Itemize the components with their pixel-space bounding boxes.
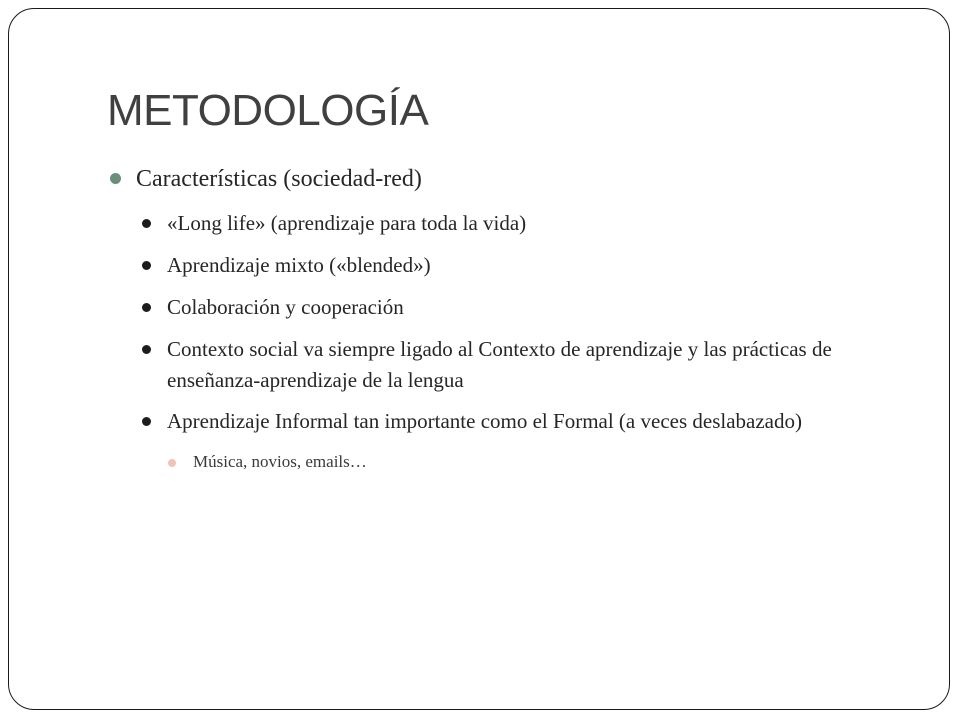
bullet-text: Colaboración y cooperación	[167, 295, 404, 319]
bullet-dot-icon	[110, 173, 121, 184]
bullet-item-level1	[110, 160, 910, 198]
bullet-text: Características (sociedad-red)	[136, 166, 422, 192]
bullet-item-level3	[110, 449, 910, 475]
bullet-item-level2	[110, 292, 910, 323]
bullet-text: Contexto social va siempre ligado al Contexto de aprendizaje y las prácticas de enseñanza-aprendizaje de la lengua	[167, 337, 832, 392]
bullet-text: Aprendizaje mixto («blended»)	[167, 253, 431, 277]
bullet-text: Aprendizaje Informal tan importante como el Formal (a veces deslabazado)	[167, 409, 802, 433]
bullet-item-level2	[110, 208, 910, 239]
bullet-text: «Long life» (aprendizaje para toda la vida)	[167, 211, 527, 235]
bullet-dot-icon	[142, 417, 151, 426]
bullet-dot-icon	[142, 345, 151, 354]
bullet-item-level2	[110, 334, 910, 396]
bullet-item-level2	[110, 406, 910, 437]
bullet-dot-icon	[142, 261, 151, 270]
bullet-item-level2	[110, 250, 910, 281]
bullet-dot-icon	[142, 219, 151, 228]
slide-title: METODOLOGÍA	[107, 86, 429, 135]
bullet-text: Música, novios, emails…	[193, 452, 367, 471]
bullet-dot-icon	[142, 303, 151, 312]
bullet-dot-icon	[168, 459, 176, 467]
bullet-list	[110, 160, 910, 475]
